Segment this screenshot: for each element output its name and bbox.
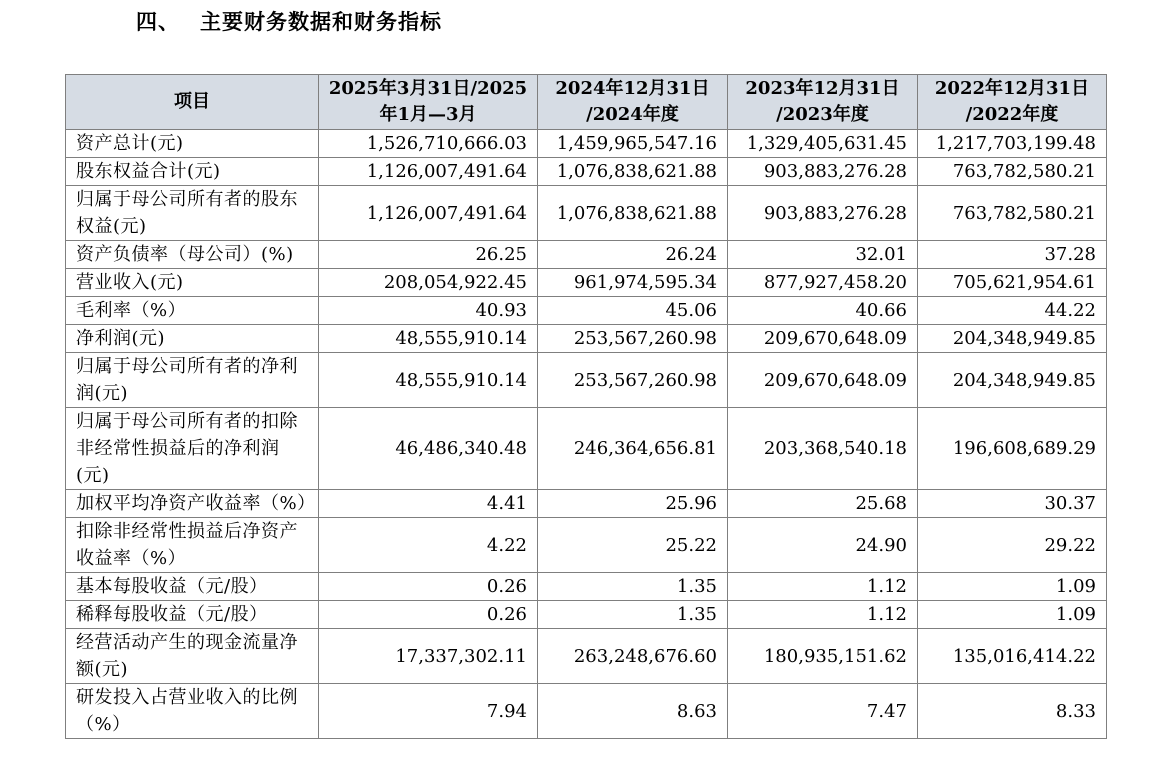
row-value: 1.12 xyxy=(728,601,918,629)
row-value: 204,348,949.85 xyxy=(918,353,1107,408)
row-value: 253,567,260.98 xyxy=(538,325,728,353)
row-value: 253,567,260.98 xyxy=(538,353,728,408)
row-label: 资产负债率（母公司）(%) xyxy=(66,241,319,269)
table-row xyxy=(66,573,1107,601)
row-value: 29.22 xyxy=(918,518,1107,573)
row-value: 1,076,838,621.88 xyxy=(538,186,728,241)
row-value: 1.09 xyxy=(918,573,1107,601)
table-row xyxy=(66,241,1107,269)
row-value: 46,486,340.48 xyxy=(319,408,538,490)
row-value: 180,935,151.62 xyxy=(728,629,918,684)
row-label: 稀释每股收益（元/股） xyxy=(66,601,319,629)
header-line: 2025年3月31日/2025 xyxy=(328,78,528,99)
table-row xyxy=(66,684,1107,739)
row-label: 基本每股收益（元/股） xyxy=(66,573,319,601)
row-value: 1.35 xyxy=(538,601,728,629)
row-value: 1,126,007,491.64 xyxy=(319,186,538,241)
table-row xyxy=(66,601,1107,629)
row-label: 资产总计(元) xyxy=(66,130,319,158)
row-label: 归属于母公司所有者的股东权益(元) xyxy=(66,186,319,241)
row-value: 40.66 xyxy=(728,297,918,325)
table-row xyxy=(66,325,1107,353)
row-value: 24.90 xyxy=(728,518,918,573)
table-row xyxy=(66,186,1107,241)
table-row xyxy=(66,629,1107,684)
row-value: 7.94 xyxy=(319,684,538,739)
row-value: 0.26 xyxy=(319,573,538,601)
row-value: 903,883,276.28 xyxy=(728,158,918,186)
header-line: /2022年度 xyxy=(965,104,1059,125)
header-2023 xyxy=(728,75,918,130)
row-label: 研发投入占营业收入的比例（%） xyxy=(66,684,319,739)
row-value: 209,670,648.09 xyxy=(728,325,918,353)
row-value: 8.33 xyxy=(918,684,1107,739)
row-label: 归属于母公司所有者的扣除非经常性损益后的净利润(元) xyxy=(66,408,319,490)
row-value: 1,126,007,491.64 xyxy=(319,158,538,186)
table-header-row xyxy=(66,75,1107,130)
row-value: 263,248,676.60 xyxy=(538,629,728,684)
row-value: 48,555,910.14 xyxy=(319,325,538,353)
row-value: 8.63 xyxy=(538,684,728,739)
row-label: 加权平均净资产收益率（%） xyxy=(66,490,319,518)
row-value: 135,016,414.22 xyxy=(918,629,1107,684)
header-line: /2023年度 xyxy=(776,104,869,125)
header-line: 2023年12月31日 xyxy=(745,78,900,99)
row-value: 40.93 xyxy=(319,297,538,325)
table-row xyxy=(66,130,1107,158)
row-value: 4.22 xyxy=(319,518,538,573)
row-value: 246,364,656.81 xyxy=(538,408,728,490)
table-row xyxy=(66,158,1107,186)
row-value: 45.06 xyxy=(538,297,728,325)
table-row xyxy=(66,490,1107,518)
row-value: 30.37 xyxy=(918,490,1107,518)
row-value: 26.25 xyxy=(319,241,538,269)
row-value: 204,348,949.85 xyxy=(918,325,1107,353)
row-label: 净利润(元) xyxy=(66,325,319,353)
header-2025q1 xyxy=(319,75,538,130)
row-value: 903,883,276.28 xyxy=(728,186,918,241)
header-item-text: 项目 xyxy=(174,91,210,112)
row-value: 763,782,580.21 xyxy=(918,158,1107,186)
row-value: 1.09 xyxy=(918,601,1107,629)
row-value: 25.22 xyxy=(538,518,728,573)
row-value: 1,526,710,666.03 xyxy=(319,130,538,158)
row-label: 毛利率（%） xyxy=(66,297,319,325)
header-2024 xyxy=(538,75,728,130)
header-line: 2024年12月31日 xyxy=(555,78,710,99)
row-value: 17,337,302.11 xyxy=(319,629,538,684)
header-2022 xyxy=(918,75,1107,130)
row-value: 1.12 xyxy=(728,573,918,601)
row-value: 961,974,595.34 xyxy=(538,269,728,297)
header-line: /2024年度 xyxy=(586,104,679,125)
row-value: 7.47 xyxy=(728,684,918,739)
row-label: 经营活动产生的现金流量净额(元) xyxy=(66,629,319,684)
row-value: 1,217,703,199.48 xyxy=(918,130,1107,158)
row-value: 26.24 xyxy=(538,241,728,269)
row-label: 营业收入(元) xyxy=(66,269,319,297)
financial-data-table xyxy=(65,74,1107,739)
table-row xyxy=(66,353,1107,408)
row-label: 归属于母公司所有者的净利润(元) xyxy=(66,353,319,408)
row-value: 48,555,910.14 xyxy=(319,353,538,408)
row-value: 203,368,540.18 xyxy=(728,408,918,490)
row-value: 1,076,838,621.88 xyxy=(538,158,728,186)
row-value: 208,054,922.45 xyxy=(319,269,538,297)
table-row xyxy=(66,297,1107,325)
row-value: 25.68 xyxy=(728,490,918,518)
row-value: 25.96 xyxy=(538,490,728,518)
header-line: 2022年12月31日 xyxy=(934,78,1090,99)
row-value: 0.26 xyxy=(319,601,538,629)
row-value: 209,670,648.09 xyxy=(728,353,918,408)
row-label: 股东权益合计(元) xyxy=(66,158,319,186)
section-heading xyxy=(136,6,442,36)
row-value: 877,927,458.20 xyxy=(728,269,918,297)
table-row xyxy=(66,269,1107,297)
row-value: 1,329,405,631.45 xyxy=(728,130,918,158)
table-row xyxy=(66,408,1107,490)
row-label: 扣除非经常性损益后净资产收益率（%） xyxy=(66,518,319,573)
row-value: 763,782,580.21 xyxy=(918,186,1107,241)
row-value: 44.22 xyxy=(918,297,1107,325)
header-line: 年1月—3月 xyxy=(379,104,477,125)
section-title: 主要财务数据和财务指标 xyxy=(200,10,442,34)
row-value: 1,459,965,547.16 xyxy=(538,130,728,158)
section-number: 四、 xyxy=(136,10,180,34)
table-row xyxy=(66,518,1107,573)
row-value: 32.01 xyxy=(728,241,918,269)
row-value: 1.35 xyxy=(538,573,728,601)
row-value: 37.28 xyxy=(918,241,1107,269)
row-value: 4.41 xyxy=(319,490,538,518)
row-value: 705,621,954.61 xyxy=(918,269,1107,297)
row-value: 196,608,689.29 xyxy=(918,408,1107,490)
header-item xyxy=(66,75,319,130)
